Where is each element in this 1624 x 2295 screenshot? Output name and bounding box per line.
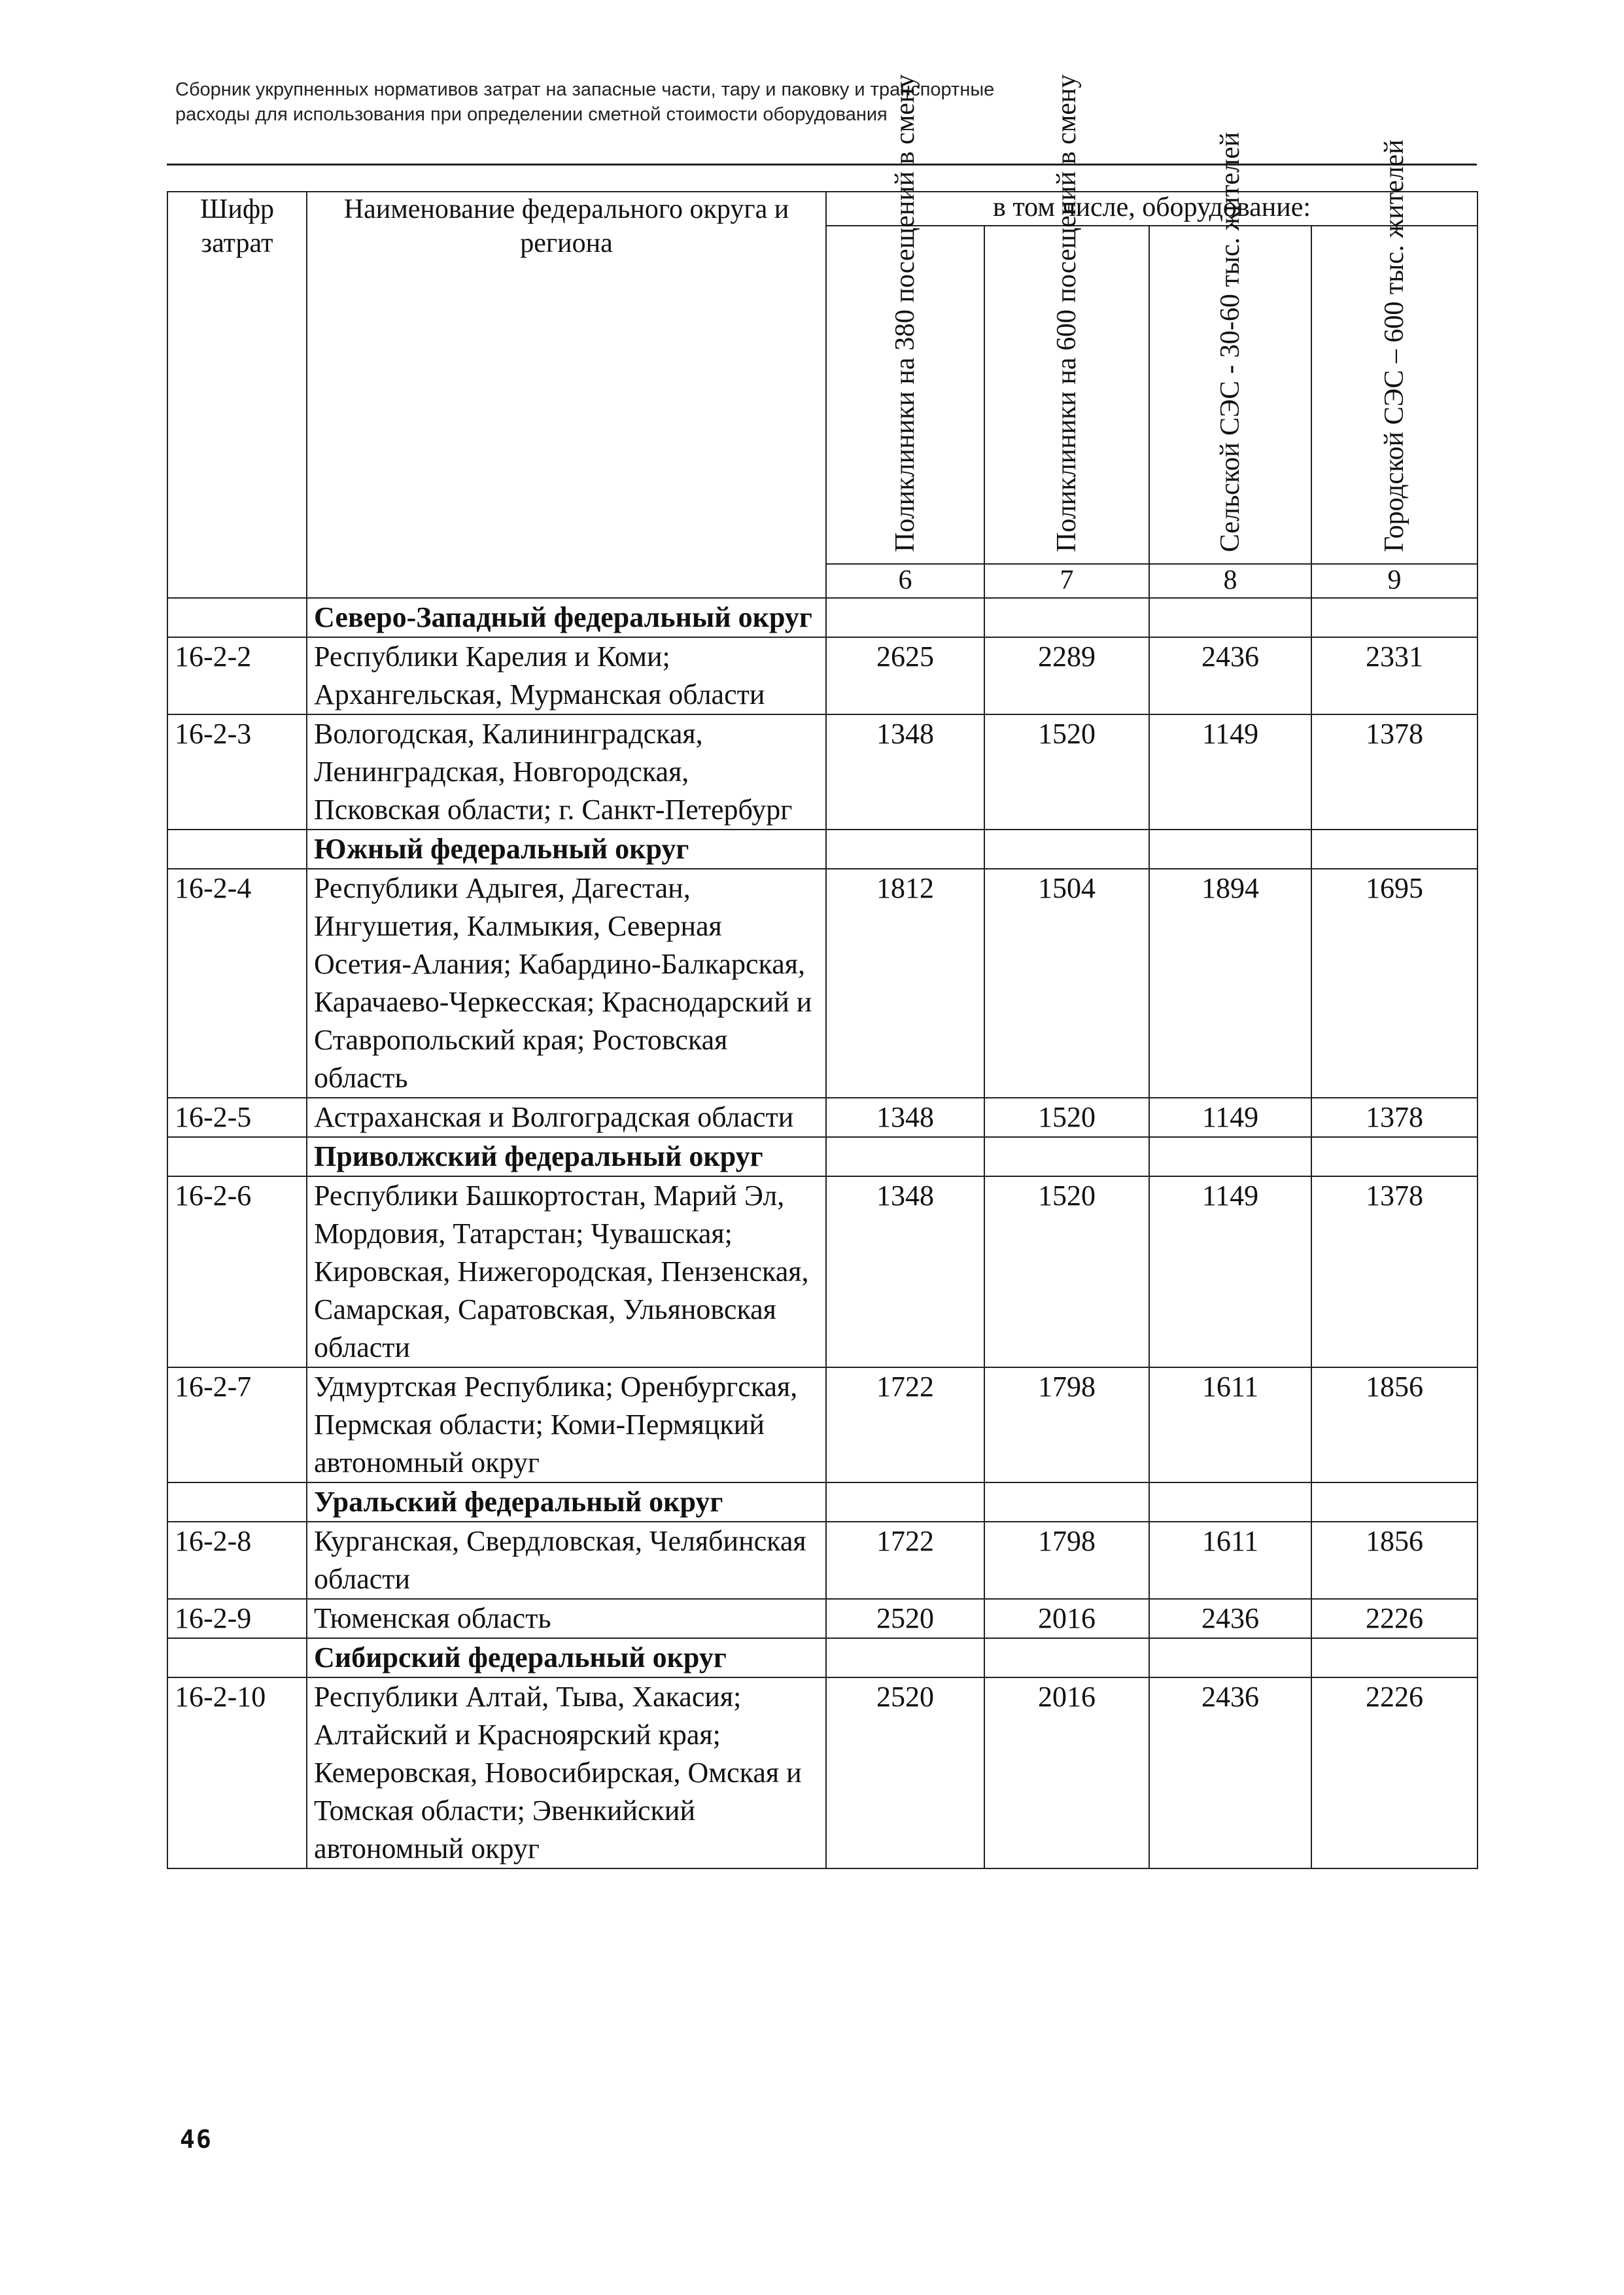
col-header-7 [984,74,1149,564]
row-name: Астраханская и Волгоградская области [307,1098,826,1137]
row-value: 1722 [826,1367,984,1482]
row-value: 2625 [826,637,984,714]
row-value: 1856 [1311,1522,1477,1599]
row-value: 2016 [984,1599,1149,1638]
row-code: 16-2-7 [167,1367,307,1482]
col-header-6-label: Поликлиники на 380 посещений в смену [890,74,920,552]
group-title-ural: Уральский федеральный округ [307,1482,826,1522]
page-header [175,77,1477,127]
col-header-9 [1311,139,1477,564]
row-value: 1722 [826,1522,984,1599]
row-name: Республики Карелия и Коми; Архангельская, Мурманская области [307,637,826,714]
row-value: 1348 [826,1098,984,1137]
row-value: 1520 [984,1098,1149,1137]
row-value: 1611 [1149,1367,1311,1482]
col-header-name: Наименование федерального округа и региона [307,192,826,598]
row-value: 1798 [984,1367,1149,1482]
row-value: 2520 [826,1599,984,1638]
row-value: 2436 [1149,1599,1311,1638]
group-title-south: Южный федеральный округ [307,830,826,869]
col-header-7-label: Поликлиники на 600 посещений в смену [1052,74,1082,552]
col-header-group: в том числе, оборудование: [826,192,1477,226]
row-code: 16-2-2 [167,637,307,714]
row-value: 1504 [984,869,1149,1098]
row-value: 2436 [1149,1677,1311,1868]
row-name: Удмуртская Республика; Оренбургская, Пермская области; Коми-Пермяцкий автономный округ [307,1367,826,1482]
table-row [167,1677,1477,1868]
row-code: 16-2-8 [167,1522,307,1599]
row-value: 2226 [1311,1677,1477,1868]
table-row [167,1176,1477,1367]
row-code: 16-2-10 [167,1677,307,1868]
table-row [167,1599,1477,1638]
row-value: 1520 [984,1176,1149,1367]
group-title-northwest: Северо-Западный федеральный округ [307,598,826,637]
row-value: 1348 [826,714,984,830]
col-number-8: 8 [1149,564,1311,598]
row-value: 2436 [1149,637,1311,714]
row-value: 1611 [1149,1522,1311,1599]
row-name: Республики Адыгея, Дагестан, Ингушетия, Калмыкия, Северная Осетия-Алания; Кабардино-Балкарская, Карачаево-Черкесская; Краснодарский и Ставропольский края; Ростовская область [307,869,826,1098]
row-value: 1894 [1149,869,1311,1098]
row-name: Республики Алтай, Тыва, Хакасия; Алтайский и Красноярский края; Кемеровская, Новосибирская, Омская и Томская области; Эвенкийский автономный округ [307,1677,826,1868]
row-value: 2226 [1311,1599,1477,1638]
group-title-siberia: Сибирский федеральный округ [307,1638,826,1677]
col-number-6: 6 [826,564,984,598]
row-value: 2520 [826,1677,984,1868]
row-code: 16-2-4 [167,869,307,1098]
row-code: 16-2-3 [167,714,307,830]
row-value: 1856 [1311,1367,1477,1482]
row-value: 1798 [984,1522,1149,1599]
page-number: 46 [180,2125,213,2154]
table-cell-code-empty [167,598,307,637]
table-row [167,869,1477,1098]
row-value: 1520 [984,714,1149,830]
row-value: 1348 [826,1176,984,1367]
col-header-code: Шифр затрат [167,192,307,598]
row-value: 1149 [1149,1098,1311,1137]
table-row [167,637,1477,714]
header-line-2: расходы для использования при определении сметной стоимости оборудования [175,104,888,125]
row-code: 16-2-9 [167,1599,307,1638]
table-row [167,1367,1477,1482]
header-line-1: Сборник укрупненных нормативов затрат на запасные части, тару и паковку и транспортные [175,79,995,100]
col-header-6 [826,74,984,564]
row-value: 1695 [1311,869,1477,1098]
table-row [167,714,1477,830]
row-code: 16-2-5 [167,1098,307,1137]
row-name: Вологодская, Калининградская, Ленинградская, Новгородская, Псковская области; г. Санкт-Петербург [307,714,826,830]
col-number-9: 9 [1311,564,1477,598]
col-number-7: 7 [984,564,1149,598]
col-header-8-label: Сельской СЭС - 30-60 тыс. жителей [1215,131,1245,552]
row-name: Тюменская область [307,1599,826,1638]
row-value: 2016 [984,1677,1149,1868]
row-value: 1378 [1311,714,1477,830]
row-code: 16-2-6 [167,1176,307,1367]
col-header-9-label: Городской СЭС – 600 тыс. жителей [1379,139,1410,552]
row-value: 1149 [1149,714,1311,830]
table-row [167,1522,1477,1599]
row-value: 1378 [1311,1176,1477,1367]
row-value: 1378 [1311,1098,1477,1137]
table-row [167,1098,1477,1137]
row-value: 1812 [826,869,984,1098]
row-name: Курганская, Свердловская, Челябинская области [307,1522,826,1599]
header-rule [167,164,1477,166]
row-value: 2289 [984,637,1149,714]
row-value: 2331 [1311,637,1477,714]
row-name: Республики Башкортостан, Марий Эл, Мордовия, Татарстан; Чувашская; Кировская, Нижегородская, Пензенская, Самарская, Саратовская, Ульяновская области [307,1176,826,1367]
group-title-volga: Приволжский федеральный округ [307,1137,826,1176]
row-value: 1149 [1149,1176,1311,1367]
